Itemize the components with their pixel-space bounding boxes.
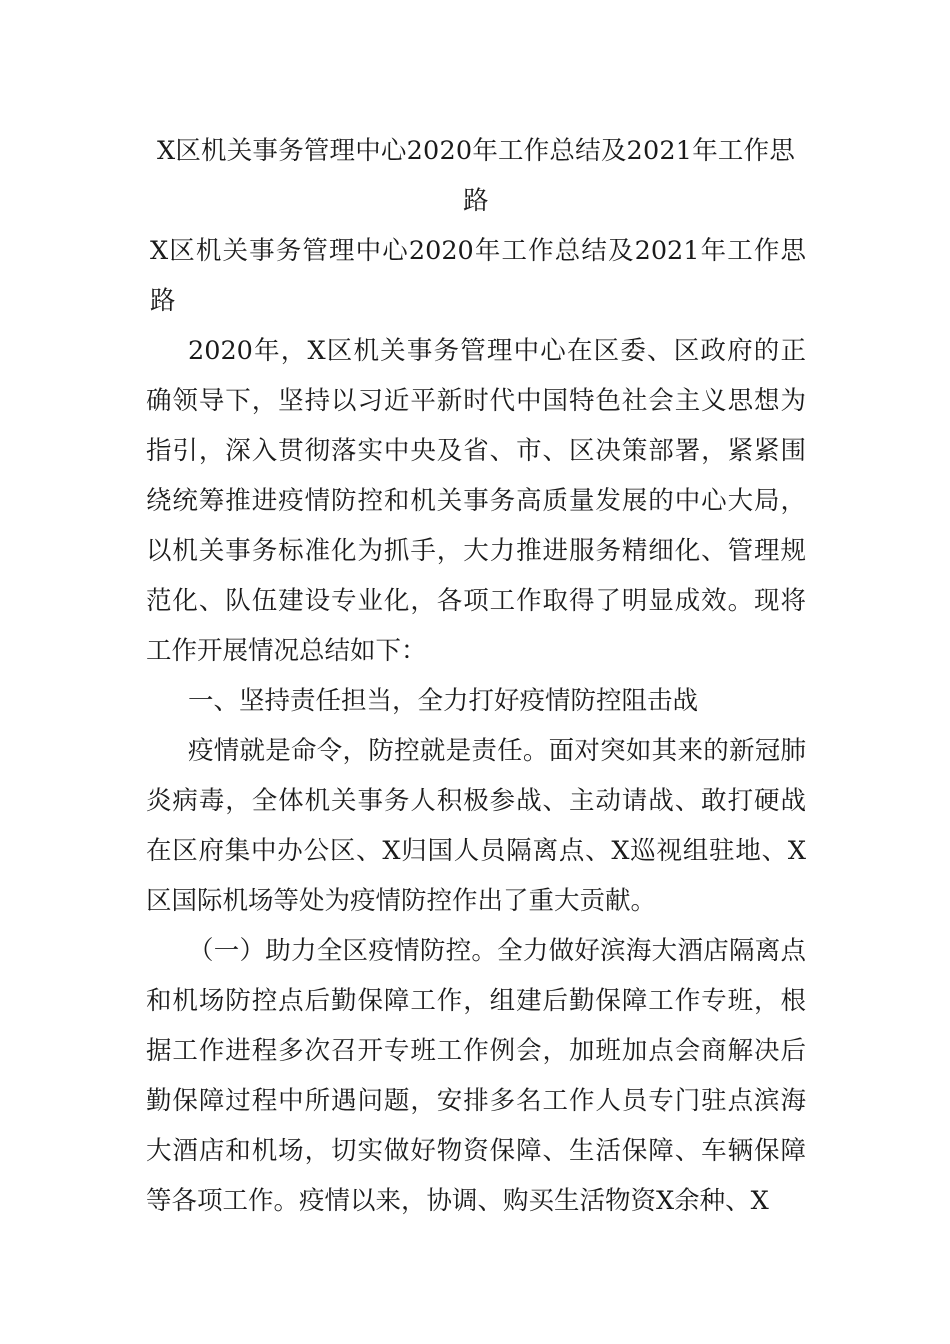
paragraph-epidemic: 疫情就是命令，防控就是责任。面对突如其来的新冠肺炎病毒，全体机关事务人积极参战、主动请战、敢打硬战在区府集中办公区、X归国人员隔离点、X巡视组驻地、X区国际机场等处为疫情防控作出了重大贡献。: [146, 736, 806, 916]
document-title: X区机关事务管理中心2020年工作总结及2021年工作思路: [156, 136, 796, 216]
paragraph-subsection-1: （一）助力全区疫情防控。全力做好滨海大酒店隔离点和机场防控点后勤保障工作，组建后勤保障工作专班，根据工作进程多次召开专班工作例会，加班加点会商解决后勤保障过程中所遇问题，安排多名工作人员专门驻点滨海大酒店和机场，切实做好物资保障、生活保障、车辆保障等各项工作。疫情以来，协调、购买生活物资X余种、X: [146, 936, 806, 1216]
section-heading-1: 一、坚持责任担当，全力打好疫情防控阻击战: [188, 686, 699, 716]
paragraph-intro: 2020年，X区机关事务管理中心在区委、区政府的正确领导下，坚持以习近平新时代中国特色社会主义思想为指引，深入贯彻落实中央及省、市、区决策部署，紧紧围绕统筹推进疫情防控和机关事务高质量发展的中心大局，以机关事务标准化为抓手，大力推进服务精细化、管理规范化、队伍建设专业化，各项工作取得了明显成效。现将工作开展情况总结如下：: [146, 336, 806, 666]
document-subtitle: X区机关事务管理中心2020年工作总结及2021年工作思路: [150, 236, 806, 316]
document-body: [146, 126, 806, 1226]
